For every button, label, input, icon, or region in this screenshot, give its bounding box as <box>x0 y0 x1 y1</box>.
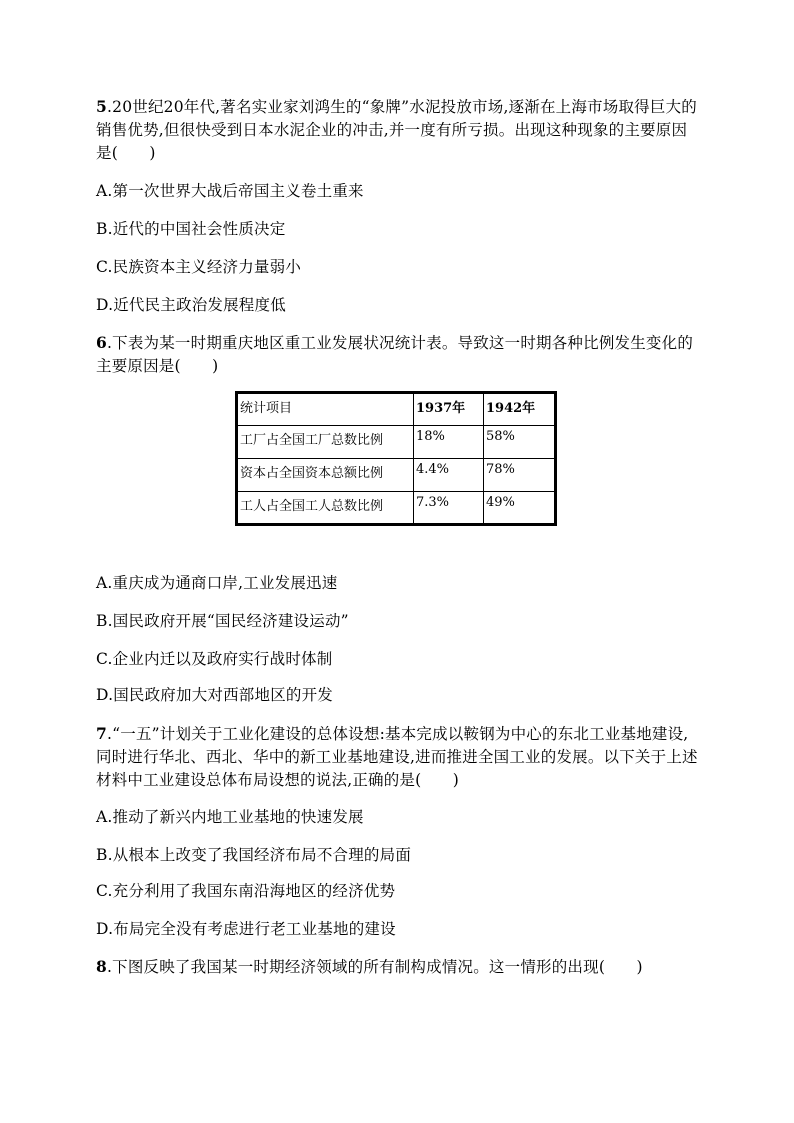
statistics-table <box>235 391 557 526</box>
question-5-option-d[interactable]: D.近代民主政治发展程度低 <box>96 296 286 314</box>
table-row <box>237 426 556 459</box>
table-cell: 4.4% <box>414 459 484 492</box>
question-8-number: 8 <box>96 957 107 976</box>
question-8-text: .下图反映了我国某一时期经济领域的所有制构成情况。这一情形的出现( ) <box>107 958 643 976</box>
table-row <box>237 459 556 492</box>
question-6-text: .下表为某一时期重庆地区重工业发展状况统计表。导致这一时期各种比例发生变化的主要原因是( ) <box>96 334 694 375</box>
table-cell: 工厂占全国工厂总数比例 <box>237 426 414 459</box>
question-7-option-a[interactable]: A.推动了新兴内地工业基地的快速发展 <box>96 808 364 826</box>
question-6-option-b[interactable]: B.国民政府开展“国民经济建设运动” <box>96 612 349 630</box>
question-7-stem <box>96 722 700 792</box>
table-cell: 18% <box>414 426 484 459</box>
question-6-stem <box>96 331 700 378</box>
table-header-row <box>237 393 556 426</box>
question-8-stem <box>96 955 700 979</box>
question-6-number: 6 <box>96 333 107 352</box>
table-cell: 工人占全国工人总数比例 <box>237 492 414 525</box>
table-cell: 49% <box>484 492 556 525</box>
table-cell: 58% <box>484 426 556 459</box>
question-7-option-c[interactable]: C.充分利用了我国东南沿海地区的经济优势 <box>96 882 396 900</box>
table-cell: 78% <box>484 459 556 492</box>
question-7-option-d[interactable]: D.布局完全没有考虑进行老工业基地的建设 <box>96 920 396 938</box>
question-6-option-d[interactable]: D.国民政府加大对西部地区的开发 <box>96 686 334 704</box>
table-row <box>237 492 556 525</box>
question-7-option-b[interactable]: B.从根本上改变了我国经济布局不合理的局面 <box>96 846 412 864</box>
question-5-option-c[interactable]: C.民族资本主义经济力量弱小 <box>96 258 302 276</box>
question-7-number: 7 <box>96 724 107 743</box>
question-5-text: .20世纪20年代,著名实业家刘鸿生的“象牌”水泥投放市场,逐渐在上海市场取得巨大的销售优势,但很快受到日本水泥企业的冲击,并一度有所亏损。出现这种现象的主要原因是( ) <box>96 98 697 162</box>
table-header-1942: 1942年 <box>484 393 556 426</box>
question-6-option-a[interactable]: A.重庆成为通商口岸,工业发展迅速 <box>96 574 338 592</box>
question-5-number: 5 <box>96 97 107 116</box>
question-5-option-a[interactable]: A.第一次世界大战后帝国主义卷土重来 <box>96 182 364 200</box>
question-5-option-b[interactable]: B.近代的中国社会性质决定 <box>96 220 286 238</box>
question-7-text: .“一五”计划关于工业化建设的总体设想:基本完成以鞍钢为中心的东北工业基地建设,同时进行华北、西北、华中的新工业基地建设,进而推进全国工业的发展。以下关于上述材料中工业建设总体布局设想的说法,正确的是( ) <box>96 725 698 789</box>
question-6-option-c[interactable]: C.企业内迁以及政府实行战时体制 <box>96 650 333 668</box>
table-cell: 资本占全国资本总额比例 <box>237 459 414 492</box>
question-5-stem <box>96 95 700 165</box>
table-cell: 7.3% <box>414 492 484 525</box>
table-header-1937: 1937年 <box>414 393 484 426</box>
table-header-item: 统计项目 <box>237 393 414 426</box>
